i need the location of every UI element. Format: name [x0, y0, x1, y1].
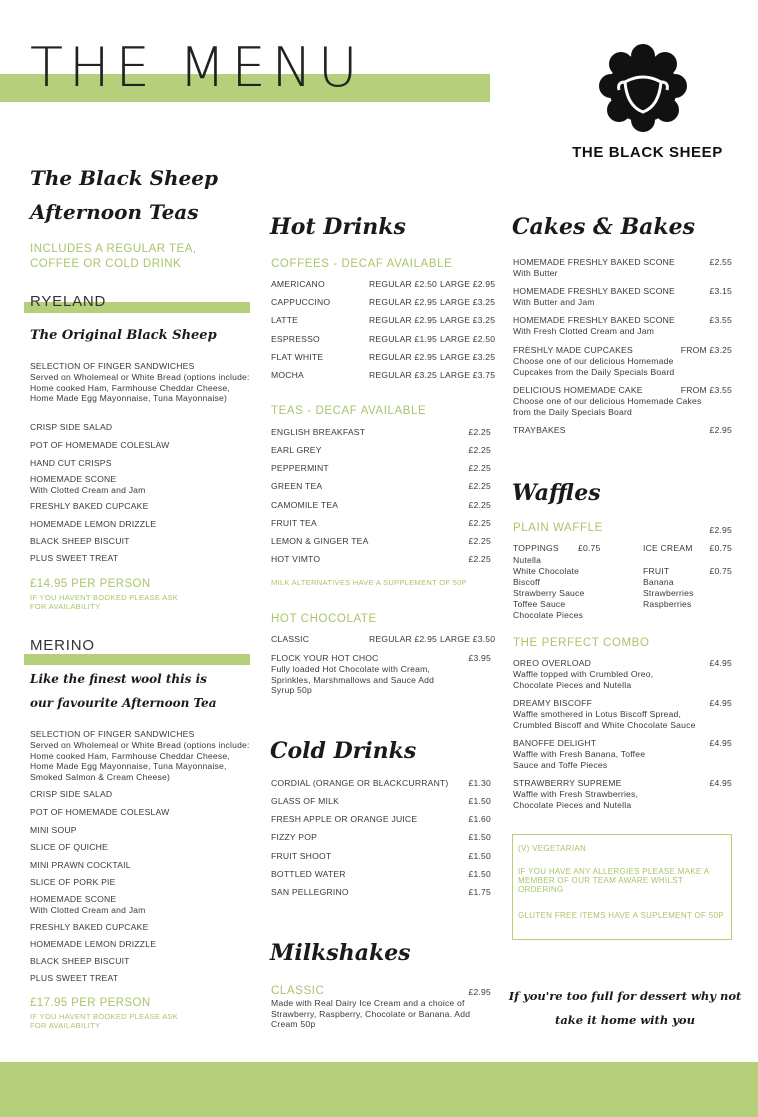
- cake-price: FROM £3.55: [680, 385, 732, 395]
- merino-subtitle-line2: our favourite Afternoon Tea: [30, 696, 217, 710]
- combo-name: DREAMY BISCOFF: [513, 698, 593, 708]
- tea-name: LEMON & GINGER TEA: [271, 536, 369, 546]
- cake-name: HOMEMADE FRESHLY BAKED SCONE: [513, 315, 675, 325]
- coffee-regular: REGULAR £3.25: [369, 370, 438, 380]
- vegetarian-note: (V) VEGETARIAN: [518, 844, 587, 853]
- merino-subtitle-line1: Like the finest wool this is: [30, 672, 207, 686]
- topping-option: Strawberry Sauce: [513, 588, 585, 598]
- cake-name: DELICIOUS HOMEMADE CAKE: [513, 385, 643, 395]
- cold-drink-price: £1.50: [468, 832, 491, 842]
- waffles-title: Waffles: [512, 480, 601, 506]
- combo-price: £4.95: [709, 778, 732, 788]
- cold-drink-price: £1.60: [468, 814, 491, 824]
- combo-name: BANOFFE DELIGHT: [513, 738, 597, 748]
- cake-price: £3.55: [709, 315, 732, 325]
- afternoon-title-line2: Afternoon Teas: [30, 200, 199, 224]
- milkshakes-title: Milkshakes: [270, 940, 411, 966]
- combo-desc: Waffle smothered in Lotus Biscoff Spread, Crumbled Biscoff and White Chocolate Sauce: [513, 709, 696, 730]
- coffee-name: FLAT WHITE: [271, 352, 324, 362]
- tea-name: EARL GREY: [271, 445, 322, 455]
- cold-drink-name: CORDIAL (ORANGE OR BLACKCURRANT): [271, 778, 449, 788]
- choc-flock-price: £3.95: [468, 653, 491, 663]
- cake-name: HOMEMADE FRESHLY BAKED SCONE: [513, 257, 675, 267]
- topping-option: Toffee Sauce: [513, 599, 566, 609]
- toppings-price: £0.75: [578, 543, 601, 553]
- choc-classic-regular: REGULAR £2.95: [369, 634, 438, 644]
- tea-price: £2.25: [468, 445, 491, 455]
- coffees-heading: COFFEES - DECAF AVAILABLE: [271, 258, 453, 270]
- combo-price: £4.95: [709, 658, 732, 668]
- tea-name: GREEN TEA: [271, 481, 323, 491]
- merino-sandwiches-desc: Served on Wholemeal or White Bread (options include: Home cooked Ham, Farmhouse Cheddar Cheese, Home Made Egg Mayonnaise, Tuna Mayonnaise, Smoked Salmon & Cream Cheese): [30, 740, 250, 782]
- icecream-label: ICE CREAM: [643, 543, 693, 553]
- cake-desc: With Butter and Jam: [513, 297, 595, 307]
- plain-waffle-price: £2.95: [709, 525, 732, 535]
- tea-price: £2.25: [468, 536, 491, 546]
- coffee-name: CAPPUCCINO: [271, 297, 331, 307]
- cake-desc: With Butter: [513, 268, 558, 278]
- merino-booking-note: IF YOU HAVENT BOOKED PLEASE ASK FOR AVAILABILITY: [30, 1012, 179, 1030]
- teas-heading: TEAS - DECAF AVAILABLE: [271, 405, 427, 417]
- cold-drink-name: BOTTLED WATER: [271, 869, 346, 879]
- cold-drink-price: £1.30: [468, 778, 491, 788]
- combo-name: STRAWBERRY SUPREME: [513, 778, 622, 788]
- coffee-name: ESPRESSO: [271, 334, 320, 344]
- cold-drink-name: FIZZY POP: [271, 832, 318, 842]
- coffee-regular: REGULAR £1.95: [369, 334, 438, 344]
- coffee-large: LARGE £3.25: [440, 297, 496, 307]
- merino-item: HOMEMADE LEMON DRIZZLE: [30, 939, 157, 949]
- cold-drink-price: £1.50: [468, 869, 491, 879]
- ryeland-heading: RYELAND: [30, 293, 107, 310]
- coffee-large: LARGE £3.25: [440, 315, 496, 325]
- ryeland-sandwiches: SELECTION OF FINGER SANDWICHES: [30, 361, 195, 371]
- coffee-name: LATTE: [271, 315, 299, 325]
- ryeland-item: HOMEMADE LEMON DRIZZLE: [30, 519, 157, 529]
- topping-option: Nutella: [513, 555, 542, 565]
- ryeland-item: BLACK SHEEP BISCUIT: [30, 536, 130, 546]
- hot-drinks-title: Hot Drinks: [270, 214, 406, 240]
- fruit-option: Strawberries: [643, 588, 694, 598]
- tea-name: PEPPERMINT: [271, 463, 329, 473]
- coffee-regular: REGULAR £2.95: [369, 315, 438, 325]
- merino-scone: HOMEMADE SCONE: [30, 894, 117, 904]
- gluten-free-note: GLUTEN FREE ITEMS HAVE A SUPLEMENT OF 50P: [518, 911, 724, 920]
- cake-desc: With Fresh Clotted Cream and Jam: [513, 326, 655, 336]
- merino-item: PLUS SWEET TREAT: [30, 973, 119, 983]
- tea-name: CAMOMILE TEA: [271, 500, 339, 510]
- combo-desc: Waffle topped with Crumbled Oreo, Chocolate Pieces and Nutella: [513, 669, 654, 690]
- takeaway-line2: take it home with you: [555, 1013, 695, 1027]
- topping-option: Chocolate Pieces: [513, 610, 584, 620]
- ryeland-item: PLUS SWEET TREAT: [30, 553, 119, 563]
- topping-option: Biscoff: [513, 577, 541, 587]
- ryeland-price: £14.95 PER PERSON: [30, 578, 151, 590]
- fruit-option: Raspberries: [643, 599, 692, 609]
- cake-price: £2.55: [709, 257, 732, 267]
- combo-desc: Waffle with Fresh Strawberries, Chocolate Pieces and Nutella: [513, 789, 639, 810]
- tea-price: £2.25: [468, 463, 491, 473]
- cakes-title: Cakes & Bakes: [512, 214, 696, 240]
- ryeland-item: CRISP SIDE SALAD: [30, 422, 113, 432]
- merino-item: BLACK SHEEP BISCUIT: [30, 956, 130, 966]
- black-sheep-logo: [597, 42, 689, 134]
- coffee-regular: REGULAR £2.95: [369, 352, 438, 362]
- coffee-name: MOCHA: [271, 370, 304, 380]
- page-title: THE MENU: [30, 36, 364, 99]
- coffee-large: LARGE £2.95: [440, 279, 496, 289]
- ryeland-scone-desc: With Clotted Cream and Jam: [30, 485, 146, 495]
- tea-price: £2.25: [468, 481, 491, 491]
- coffee-large: LARGE £3.25: [440, 352, 496, 362]
- cold-drink-name: GLASS OF MILK: [271, 796, 340, 806]
- toppings-label: TOPPINGS: [513, 543, 559, 553]
- fruit-price: £0.75: [709, 566, 732, 576]
- merino-item: FRESHLY BAKED CUPCAKE: [30, 922, 149, 932]
- cake-desc: Choose one of our delicious Homemade Cakes from the Daily Specials Board: [513, 396, 702, 417]
- cake-name: TRAYBAKES: [513, 425, 566, 435]
- icecream-price: £0.75: [709, 543, 732, 553]
- tea-name: FRUIT TEA: [271, 518, 317, 528]
- cake-desc: Choose one of our delicious Homemade Cupcakes from the Daily Specials Board: [513, 356, 675, 377]
- footer-green-bar: [0, 1062, 758, 1117]
- cold-drink-price: £1.75: [468, 887, 491, 897]
- merino-item: MINI SOUP: [30, 825, 77, 835]
- merino-price: £17.95 PER PERSON: [30, 997, 151, 1009]
- tea-price: £2.25: [468, 427, 491, 437]
- merino-item: POT OF HOMEMADE COLESLAW: [30, 807, 170, 817]
- afternoon-includes: INCLUDES A REGULAR TEA, COFFEE OR COLD DRINK: [30, 243, 197, 270]
- ryeland-item: POT OF HOMEMADE COLESLAW: [30, 440, 170, 450]
- ryeland-booking-note: IF YOU HAVENT BOOKED PLEASE ASK FOR AVAILABILITY: [30, 593, 179, 611]
- tea-price: £2.25: [468, 554, 491, 564]
- ryeland-item: HAND CUT CRISPS: [30, 458, 112, 468]
- merino-item: SLICE OF QUICHE: [30, 842, 108, 852]
- cold-drink-price: £1.50: [468, 851, 491, 861]
- cold-drink-price: £1.50: [468, 796, 491, 806]
- merino-scone-desc: With Clotted Cream and Jam: [30, 905, 146, 915]
- coffee-name: AMERICANO: [271, 279, 325, 289]
- fruit-label: FRUIT: [643, 566, 670, 576]
- cold-drink-name: FRUIT SHOOT: [271, 851, 332, 861]
- choc-flock-name: FLOCK YOUR HOT CHOC: [271, 653, 379, 663]
- takeaway-line1: If you're too full for dessert why not: [508, 989, 742, 1003]
- ryeland-scone: HOMEMADE SCONE: [30, 474, 117, 484]
- merino-bar: [24, 654, 250, 665]
- milkshake-desc: Made with Real Dairy Ice Cream and a choice of Strawberry, Raspberry, Chocolate or Banana. Add Cream 50p: [271, 998, 471, 1030]
- tea-name: ENGLISH BREAKFAST: [271, 427, 366, 437]
- merino-item: SLICE OF PORK PIE: [30, 877, 116, 887]
- ryeland-subtitle: The Original Black Sheep: [30, 328, 217, 343]
- coffee-large: LARGE £3.75: [440, 370, 496, 380]
- ryeland-sandwiches-desc: Served on Wholemeal or White Bread (options include: Home cooked Ham, Farmhouse Cheddar Cheese, Home Made Egg Mayonnaise, Tuna Mayonnaise): [30, 372, 250, 404]
- choc-flock-desc: Fully loaded Hot Chocolate with Cream, Sprinkles, Marshmallows and Sauce Add Syrup 50p: [271, 664, 435, 696]
- allergy-note: IF YOU HAVE ANY ALLERGIES PLEASE MAKE A MEMBER OF OUR TEAM AWARE WHILST ORDERING: [518, 867, 709, 894]
- combo-price: £4.95: [709, 738, 732, 748]
- cake-price: FROM £3.25: [680, 345, 732, 355]
- afternoon-title-line1: The Black Sheep: [30, 166, 218, 190]
- tea-price: £2.25: [468, 518, 491, 528]
- combo-price: £4.95: [709, 698, 732, 708]
- milkshake-price: £2.95: [468, 987, 491, 997]
- coffee-regular: REGULAR £2.50: [369, 279, 438, 289]
- hot-chocolate-heading: HOT CHOCOLATE: [271, 613, 377, 625]
- merino-item: MINI PRAWN COCKTAIL: [30, 860, 131, 870]
- fruit-option: Banana: [643, 577, 674, 587]
- tea-price: £2.25: [468, 500, 491, 510]
- merino-sandwiches: SELECTION OF FINGER SANDWICHES: [30, 729, 195, 739]
- merino-heading: MERINO: [30, 637, 95, 654]
- cold-drink-name: FRESH APPLE OR ORANGE JUICE: [271, 814, 418, 824]
- cold-drink-name: SAN PELLEGRINO: [271, 887, 349, 897]
- plain-waffle: PLAIN WAFFLE: [513, 522, 603, 534]
- cold-drinks-title: Cold Drinks: [270, 738, 417, 764]
- cake-name: FRESHLY MADE CUPCAKES: [513, 345, 633, 355]
- brand-name: THE BLACK SHEEP: [572, 144, 723, 161]
- combo-name: OREO OVERLOAD: [513, 658, 592, 668]
- cake-name: HOMEMADE FRESHLY BAKED SCONE: [513, 286, 675, 296]
- ryeland-item: FRESHLY BAKED CUPCAKE: [30, 501, 149, 511]
- cake-price: £2.95: [709, 425, 732, 435]
- topping-option: White Chocolate: [513, 566, 580, 576]
- tea-name: HOT VIMTO: [271, 554, 321, 564]
- coffee-regular: REGULAR £2.95: [369, 297, 438, 307]
- choc-classic-name: CLASSIC: [271, 634, 310, 644]
- milk-alternatives-note: MILK ALTERNATIVES HAVE A SUPPLEMENT OF 50P: [271, 578, 467, 587]
- choc-classic-large: LARGE £3.50: [440, 634, 496, 644]
- coffee-large: LARGE £2.50: [440, 334, 496, 344]
- cake-price: £3.15: [709, 286, 732, 296]
- milkshake-classic: CLASSIC: [271, 985, 325, 997]
- merino-item: CRISP SIDE SALAD: [30, 789, 113, 799]
- perfect-combo-heading: THE PERFECT COMBO: [513, 637, 650, 649]
- combo-desc: Waffle with Fresh Banana, Toffee Sauce and Toffe Pieces: [513, 749, 646, 770]
